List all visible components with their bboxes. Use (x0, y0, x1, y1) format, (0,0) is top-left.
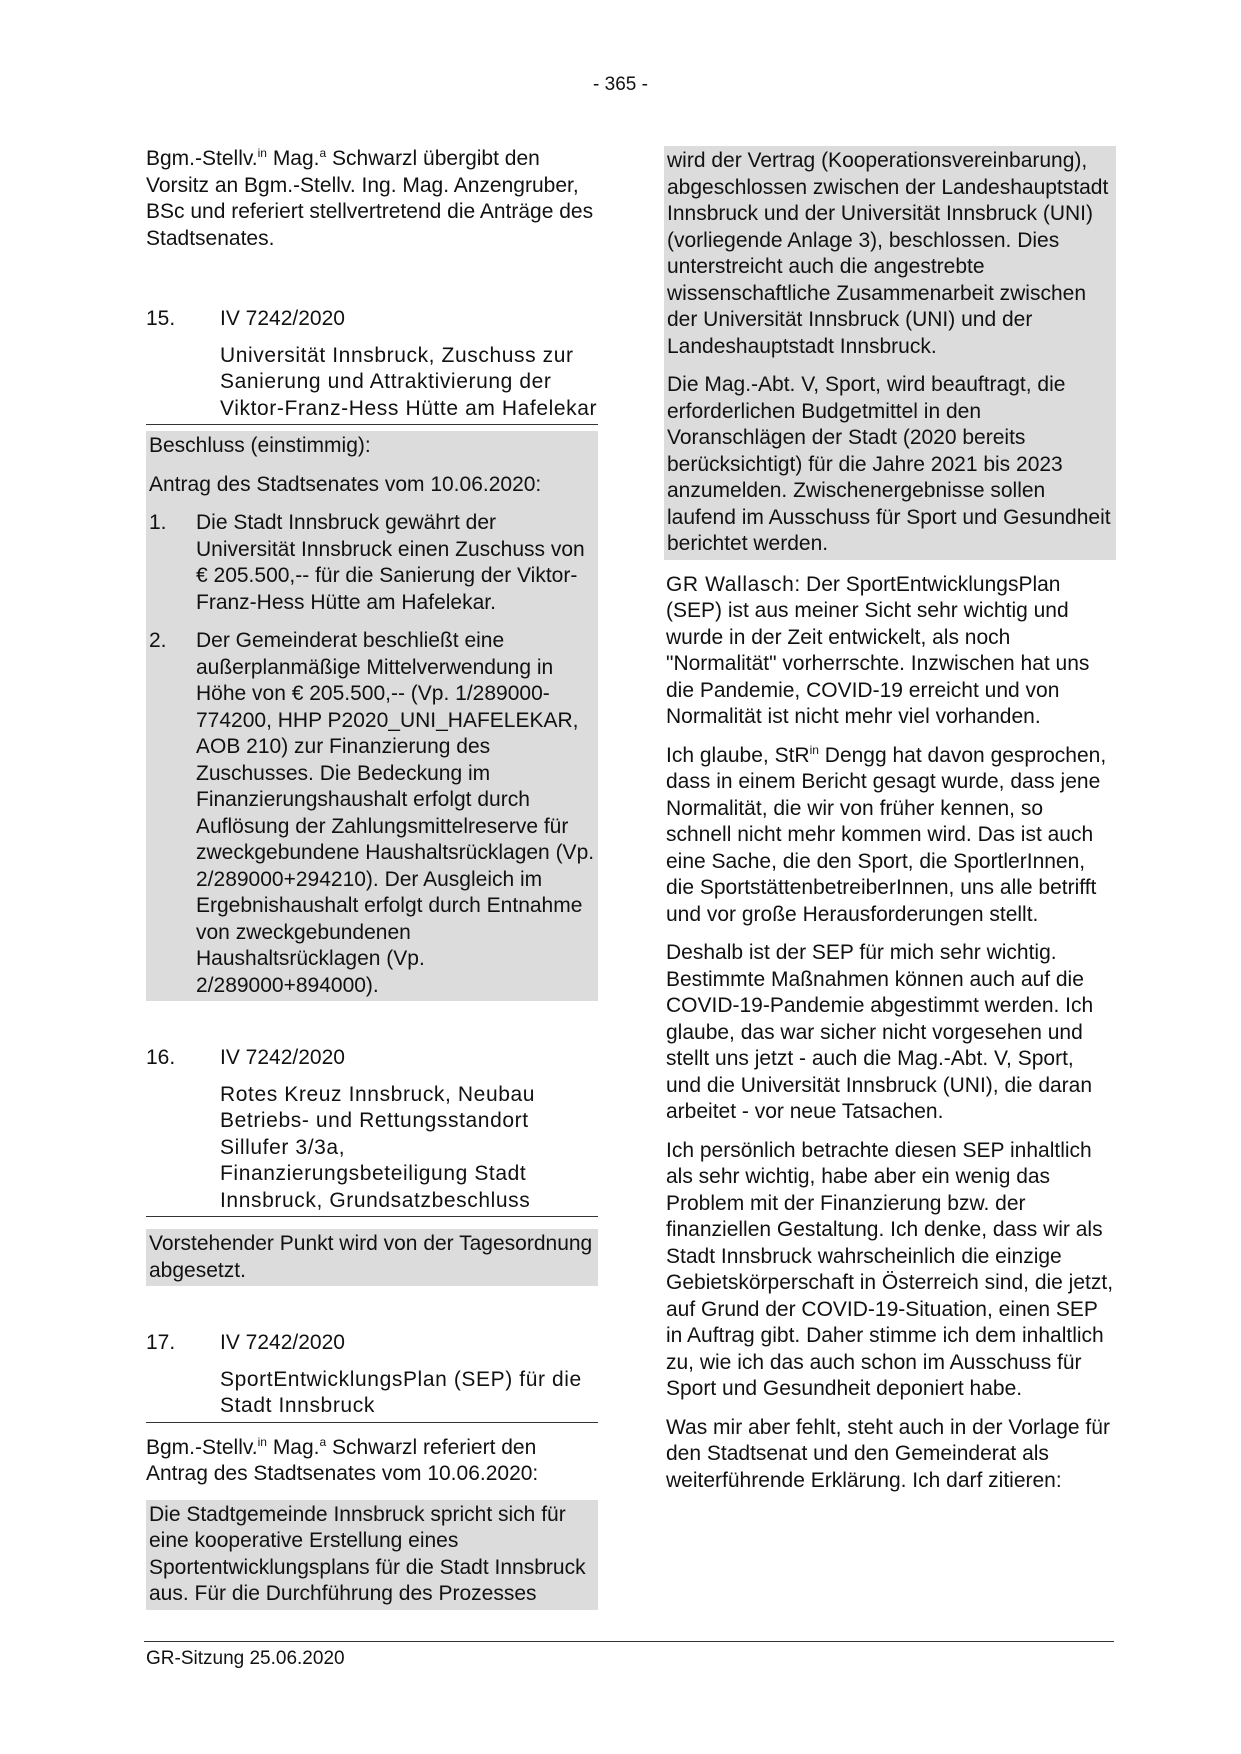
list-item: 1. Die Stadt Innsbruck gewährt der Universität Innsbruck einen Zuschuss von € 205.500,-- für die Sanierung der Viktor-Franz-Hess Hütte am Hafelekar. (149, 511, 585, 614)
motion-label: Antrag des Stadtsenates vom 10.06.2020: (149, 472, 542, 496)
footer-divider (144, 1641, 1114, 1642)
speech-paragraph: Ich persönlich betrachte diesen SEP inhaltlich als sehr wichtig, habe aber ein wenig das Problem mit der Finanzierung bzw. der finanziellen Gestaltung. Ich denke, dass wir als Stadt Innsbruck wahrscheinlich die einzige Gebietskörperschaft in Österreich sind, die jetzt, auf Grund der COVID-19-Situation, einen SEP in Auftrag gibt. Daher stimme ich dem inhaltlich zu, wie ich das auch schon im Ausschuss für Sport und Gesundheit deponiert habe. (666, 1138, 1114, 1400)
item-number: 15. (146, 307, 176, 330)
item-reference: IV 7242/2020 (220, 1046, 345, 1069)
item-title: SportEntwicklungsPlan (SEP) für die Stadt Innsbruck (220, 1367, 582, 1417)
removal-note: Vorstehender Punkt wird von der Tagesordnung abgesetzt. (149, 1232, 593, 1282)
list-item: 2. Der Gemeinderat beschließt eine außerplanmäßige Mittelverwendung in Höhe von € 205.500,-- (Vp. 1/289000-774200, HHP P2020_UNI_HAFELEKAR, AOB 210) zur Finanzierung des Zuschusses. Die Bedeckung im Finanzierungshaushalt erfolgt durch Auflösung der Zahlungsmittelreserve für zweckgebundene Haushaltsrücklagen (Vp. 2/289000+294210). Der Ausgleich im Ergebnishaushalt erfolgt durch Entnahme von zweckgebundenen Haushaltsrücklagen (Vp. 2/289000+894000). (149, 629, 595, 997)
item-title: Universität Innsbruck, Zuschuss zur Sanierung und Attraktivierung der Viktor-Franz-Hess Hütte am Hafelekar (220, 343, 598, 420)
motion-box (146, 1500, 598, 1610)
speech-paragraph: Was mir aber fehlt, steht auch in der Vorlage für den Stadtsenat und den Gemeinderat als weiterführende Erklärung. Ich darf zitieren: (666, 1415, 1110, 1492)
agenda-item-15 (146, 306, 598, 1001)
item-number: 16. (146, 1046, 176, 1069)
page-number: - 365 - (593, 74, 648, 95)
speech-paragraph: GR Wallasch: Der SportEntwicklungsPlan (SEP) ist aus meiner Sicht sehr wichtig und wurde in der Zeit entwickelt, als noch "Normalität" vorherrschte. Inzwischen hat uns die Pandemie, COVID-19 erreicht und von Normalität ist nicht mehr viel vorhanden. (666, 572, 1090, 728)
item-reference: IV 7242/2020 (220, 307, 345, 330)
agenda-item-17 (146, 1330, 598, 1610)
motion-text: Die Stadtgemeinde Innsbruck spricht sich für eine kooperative Erstellung eines Sportentwicklungsplans für die Stadt Innsbruck aus. Für die Durchführung des Prozesses (149, 1502, 586, 1605)
item-reference: IV 7242/2020 (220, 1331, 345, 1354)
decision-label: Beschluss (einstimmig): (149, 434, 371, 457)
right-column (664, 146, 1116, 1506)
left-column (146, 146, 598, 1610)
resolution-points (149, 510, 596, 999)
item-title: Rotes Kreuz Innsbruck, Neubau Betriebs- und Rettungsstandort Sillufer 3/3a, Finanzierungsbeteiligung Stadt Innsbruck, Grundsatzbeschluss (220, 1082, 536, 1212)
motion-paragraph: Die Mag.-Abt. V, Sport, wird beauftragt, die erforderlichen Budgetmittel in den Voranschlägen der Stadt (2020 bereits berücksichtigt) für die Jahre 2021 bis 2023 anzumelden. Zwischenergebnisse sollen laufend im Ausschuss für Sport und Gesundheit berichtet werden. (667, 373, 1111, 555)
note-box (146, 1229, 598, 1286)
motion-intro: Bgm.-Stellv.$^{in}$ Mag.$^a$ Schwarzl referiert den Antrag des Stadtsenates vom 10.06.2020: (146, 1434, 539, 1485)
speech-paragraph: Deshalb ist der SEP für mich sehr wichtig. Bestimmte Maßnahmen können auch auf die COVID-19-Pandemie abgestimmt werden. Ich glaube, das war sicher nicht vorgesehen und stellt uns jetzt - auch die Mag.-Abt. V, Sport, und die Universität Innsbruck (UNI), die daran arbeitet - vor neue Tatsachen. (666, 941, 1094, 1123)
motion-box-continued (664, 146, 1116, 560)
resolution-box (146, 431, 598, 1001)
item-number: 17. (146, 1331, 176, 1354)
chair-handover-text: Bgm.-Stellv.$^{in}$ Mag.$^a$ Schwarzl übergibt den Vorsitz an Bgm.-Stellv. Ing. Mag. Anzengruber, BSc und referiert stellvertretend die Anträge des Stadtsenates. (146, 146, 594, 250)
motion-paragraph: wird der Vertrag (Kooperationsvereinbarung), abgeschlossen zwischen der Landeshauptstadt Innsbruck und der Universität Innsbruck (UNI) (vorliegende Anlage 3), beschlossen. Dies unterstreicht auch die angestrebte wissenschaftliche Zusammenarbeit zwischen der Universität Innsbruck (UNI) und der Landeshauptstadt Innsbruck. (667, 149, 1109, 358)
speech-paragraph: Ich glaube, StR$^{in}$ Dengg hat davon gesprochen, dass in einem Bericht gesagt wurde, dass jene Normalität, die wir von früher kennen, so schnell nicht mehr kommen wird. Das ist auch eine Sache, die den Sport, die SportlerInnen, die SportstättenbetreiberInnen, uns alle betrifft und vor große Herausforderungen stellt. (666, 742, 1107, 926)
speaker-name: GR Wallasch (666, 572, 795, 596)
footer-session-date: GR-Sitzung 25.06.2020 (146, 1648, 345, 1669)
agenda-item-16 (146, 1045, 598, 1286)
